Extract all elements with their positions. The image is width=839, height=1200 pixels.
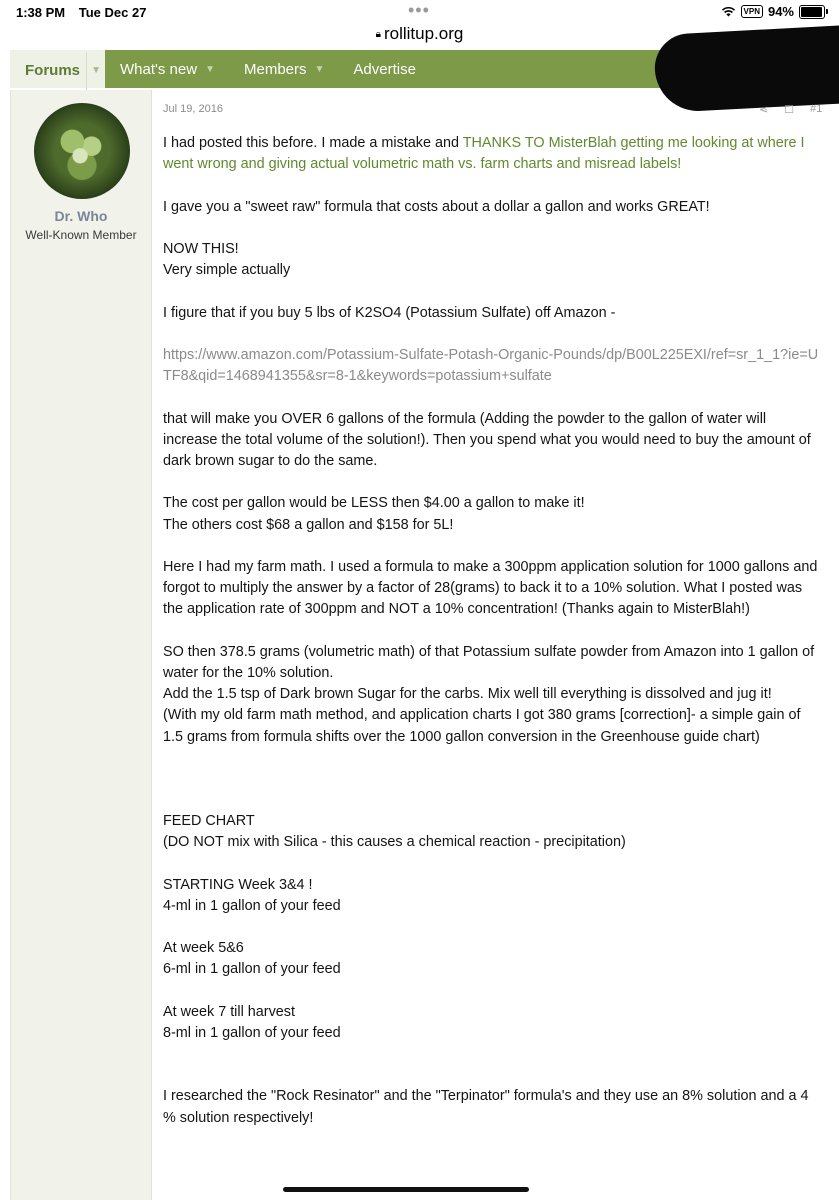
post-text: At week 5&6: [163, 940, 244, 957]
avatar[interactable]: [34, 103, 130, 199]
chevron-down-icon[interactable]: ▼: [86, 52, 105, 90]
post-text: The others cost $68 a gallon and $158 for 5L!: [163, 516, 454, 533]
post-paragraph: [163, 493, 823, 535]
feed-week-5-6: [163, 938, 823, 980]
post-actions: [759, 103, 822, 116]
vpn-badge: VPN: [741, 5, 763, 18]
nav-tab-members[interactable]: [229, 61, 338, 78]
nav-whats-new-label[interactable]: What's new: [120, 60, 198, 78]
multitasking-dots-icon[interactable]: •••: [408, 0, 430, 20]
wifi-icon: [721, 6, 736, 17]
post-paragraph: I researched the "Rock Resinator" and the "Terpinator" formula's and they use an 8% solution and a 4 % solution respectively!: [163, 1088, 809, 1126]
battery-fill: [801, 7, 822, 17]
nav-tab-forums[interactable]: [10, 50, 105, 88]
nav-tab-whats-new[interactable]: [105, 61, 229, 78]
post-text: 6-ml in 1 gallon of your feed: [163, 961, 341, 978]
status-indicators: [721, 4, 825, 19]
post-date[interactable]: Jul 19, 2016: [163, 103, 223, 115]
home-indicator[interactable]: [283, 1187, 529, 1192]
share-icon[interactable]: ⋖: [759, 104, 769, 116]
post-paragraph: I figure that if you buy 5 lbs of K2SO4 (Potassium Sulfate) off Amazon -: [163, 304, 616, 321]
post-paragraph: [163, 642, 823, 748]
battery-percent: 94%: [767, 4, 794, 19]
feed-week-3-4: [163, 875, 823, 917]
nav-advertise-label[interactable]: Advertise: [353, 60, 416, 78]
status-bar: [0, 0, 839, 24]
feed-chart-heading: [163, 811, 823, 853]
post-text: 8-ml in 1 gallon of your feed: [163, 1024, 341, 1041]
post-text: STARTING Week 3&4 !: [163, 876, 313, 893]
nav-forums-label[interactable]: Forums: [25, 62, 81, 79]
post-paragraph: I gave you a "sweet raw" formula that costs about a dollar a gallon and works GREAT!: [163, 198, 710, 215]
battery-cap: [826, 9, 828, 14]
post-text: (With my old farm math method, and application charts I got 380 grams [correction]- a simple gain of 1.5 grams from formula shifts over the 1000 gallon conversion in the Greenhouse guide chart): [163, 707, 801, 745]
post-text: 4-ml in 1 gallon of your feed: [163, 897, 341, 914]
post-text: Very simple actually: [163, 262, 291, 279]
post-paragraph: [163, 239, 823, 281]
status-time: 1:38 PM: [16, 5, 66, 20]
post-paragraph: Here I had my farm math. I used a formula to make a 300ppm application solution for 1000 gallons and forgot to multiply the answer by a factor of 28(grams) to back it to a 10% solution. What I posted was the application rate of 300ppm and NOT a 10% concentration! (Thanks again to MisterBlah!): [163, 558, 818, 618]
amazon-link[interactable]: https://www.amazon.com/Potassium-Sulfate-Potash-Organic-Pounds/dp/B00L225EXI/ref=sr_1_1?ie=UTF8&qid=1468941355&sr=8-1&keywords=potassium+sulfate: [163, 346, 819, 385]
feed-week-7: [163, 1002, 823, 1044]
highlighted-text: THANKS TO MisterBlah getting me looking at where I went wrong and giving actual volumetric math vs. farm charts and misread labels!: [163, 135, 805, 173]
address-url[interactable]: rollitup.org: [383, 24, 464, 43]
post-text: Add the 1.5 tsp of Dark brown Sugar for the carbs. Mix well till everything is dissolved and jug it!: [163, 686, 772, 703]
post-text: (DO NOT mix with Silica - this causes a chemical reaction - precipitation): [163, 834, 626, 851]
post-paragraph: that will make you OVER 6 gallons of the formula (Adding the powder to the gallon of water will increase the total volume of the solution!). Then you spend what you would need to buy the amount of dark brown sugar to do the same.: [163, 410, 811, 469]
post-text: FEED CHART: [163, 812, 255, 829]
forum-post: [10, 90, 839, 1200]
post-text: SO then 378.5 grams (volumetric math) of that Potassium sulfate powder from Amazon into 1 gallon of water for the 10% solution.: [163, 643, 815, 681]
post-paragraph: [163, 345, 823, 387]
chevron-down-icon[interactable]: ▼: [314, 63, 325, 75]
post-number[interactable]: #1: [810, 103, 823, 115]
spacer: [163, 1065, 823, 1086]
status-date: Tue Dec 27: [78, 5, 147, 20]
post-author-title: Well-Known Member: [25, 228, 137, 242]
post-body: [163, 133, 823, 1150]
post-text: NOW THIS!: [163, 240, 239, 257]
bookmark-icon[interactable]: ☐: [784, 104, 795, 116]
chevron-down-icon[interactable]: ▼: [205, 63, 215, 75]
post-user-cell: [11, 90, 152, 1200]
nav-tab-advertise[interactable]: [338, 61, 430, 78]
nav-members-label[interactable]: Members: [243, 60, 307, 78]
status-time-date: [16, 5, 156, 20]
post-text: I had posted this before. I made a mistake and: [163, 135, 463, 151]
post-text: The cost per gallon would be LESS then $4.00 a gallon to make it!: [163, 495, 585, 512]
lock-icon: 🔒︎: [375, 29, 381, 40]
post-text: At week 7 till harvest: [163, 1003, 295, 1020]
battery-icon: [799, 5, 825, 19]
spacer: [163, 769, 823, 811]
post-paragraph: [163, 133, 823, 175]
post-author[interactable]: Dr. Who: [54, 208, 108, 224]
